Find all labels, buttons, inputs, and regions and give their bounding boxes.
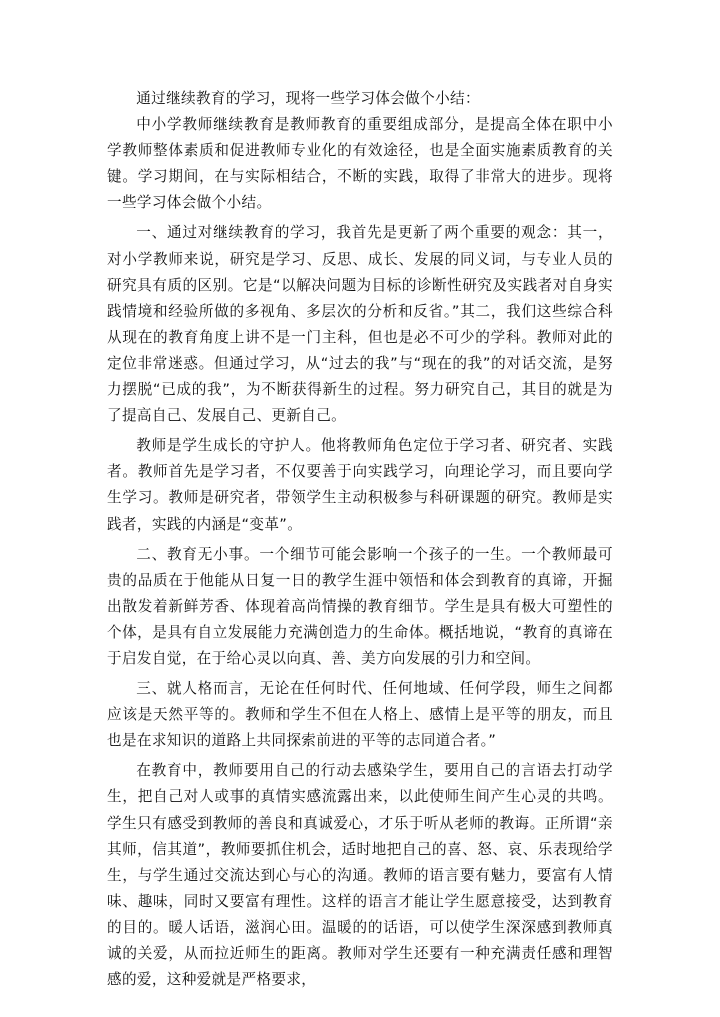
section-two-paragraph: 二、教育无小事。一个细节可能会影响一个孩子的一生。一个教师最可贵的品质在于他能从日复一日的教学生涯中领悟和体会到教育的真谛，开掘出散发着新鲜芳香、体现着高尚情操的教育细节。学生是具有极大可塑性的个体，是具有自立发展能力充满创造力的生命体。概括地说，“教育的真谛在于启发自觉，在于给心灵以向真、善、美方向发展的引力和空间。 — [107, 545, 613, 667]
document-page — [107, 86, 613, 993]
section-three-paragraph: 三、就人格而言，无论在任何时代、任何地域、任何学段，师生之间都应该是天然平等的。教师和学生不但在人格上、感情上是平等的朋友，而且也是在求知识的道路上共同探索前进的平等的志同道合者。” — [107, 680, 613, 750]
intro-paragraph: 通过继续教育的学习，现将一些学习体会做个小结： — [136, 90, 480, 107]
overview-paragraph: 中小学教师继续教育是教师教育的重要组成部分，是提高全体在职中小学教师整体素质和促进教师专业化的有效途径，也是全面实施素质教育的关键。学习期间，在与实际相结合，不断的实践，取得了非常大的进步。现将一些学习体会做个小结。 — [107, 116, 613, 212]
section-one-paragraph: 一、通过对继续教育的学习，我首先是更新了两个重要的观念：其一，对小学教师来说，研究是学习、反思、成长、发展的同义词，与专业人员的研究具有质的区别。它是“以解决问题为目标的诊断性研究及实践者对自身实践情境和经验所做的多视角、多层次的分析和反省。”其二，我们这些综合科从现在的教育角度上讲不是一门主科，但也是必不可少的学科。教师对此的定位非常迷惑。但通过学习，从“过去的我”与“现在的我”的对话交流，是努力摆脱“已成的我”，为不断获得新生的过程。努力研究自己，其目的就是为了提高自己、发展自己、更新自己。 — [107, 224, 613, 425]
teacher-roles-paragraph: 教师是学生成长的守护人。他将教师角色定位于学习者、研究者、实践者。教师首先是学习者，不仅要善于向实践学习，向理论学习，而且要向学生学习。教师是研究者，带领学生主动积极参与科研课题的研究。教师是实践者，实践的内涵是“变革”。 — [107, 437, 613, 533]
teaching-practice-paragraph: 在教育中，教师要用自己的行动去感染学生，要用自己的言语去打动学生，把自己对人或事的真情实感流露出来，以此使师生间产生心灵的共鸣。学生只有感受到教师的善良和真诚爱心，才乐于听从老师的教诲。正所谓“亲其师，信其道”，教师要抓住机会，适时地把自己的喜、怒、哀、乐表现给学生，与学生通过交流达到心与心的沟通。教师的语言要有魅力，要富有人情味、趣味，同时又要富有理性。这样的语言才能让学生愿意接受，达到教育的目的。暖人话语，滋润心田。温暖的的话语，可以使学生深深感到教师真诚的关爱，从而拉近师生的距离。教师对学生还要有一种充满责任感和理智感的爱，这种爱就是严格要求， — [107, 762, 613, 989]
